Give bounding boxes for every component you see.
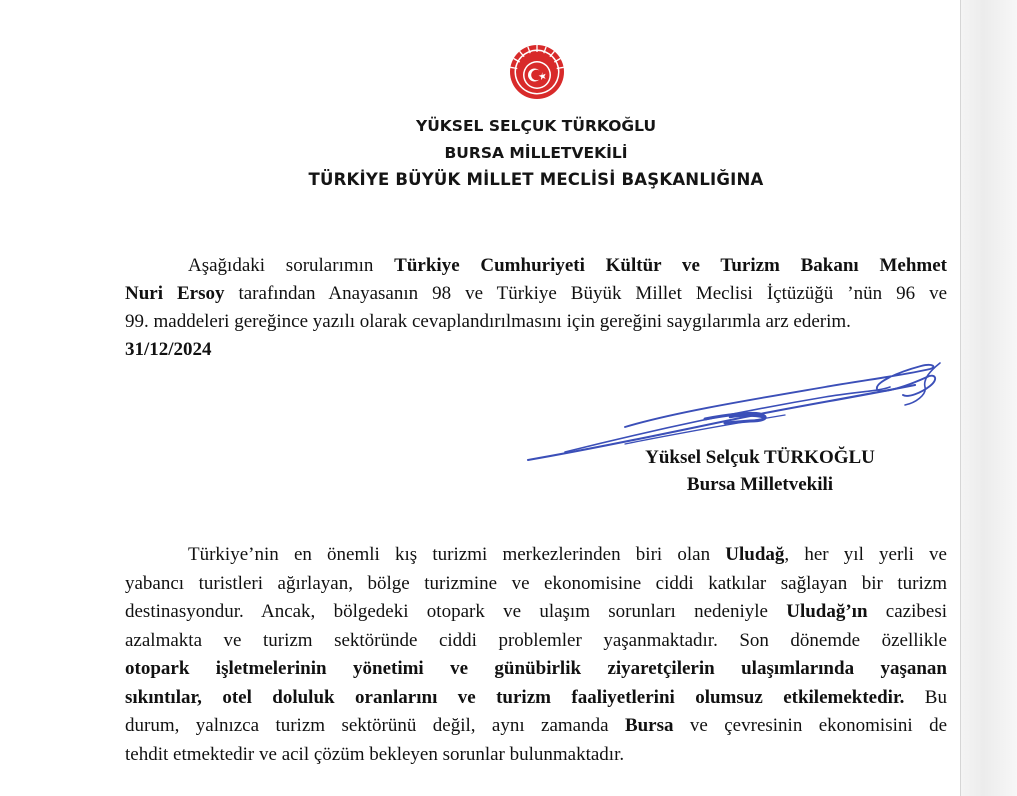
body-line: destinasyondur. Ancak, bölgedeki otopark ve ulaşım sorunları nedeniyle Uludağ’ın cazibesi xyxy=(125,601,947,622)
signer-title: Bursa Milletvekili xyxy=(686,474,834,495)
body-line: durum, yalnızca turizm sektörünü değil, aynı zamanda Bursa ve çevresinin ekonomisini de xyxy=(125,715,947,736)
tbmm-emblem-icon xyxy=(509,44,565,100)
body-line: Türkiye’nin en önemli kış turizmi merkezlerinden biri olan Uludağ, her yıl yerli ve xyxy=(188,544,947,565)
request-line: Nuri Ersoy tarafından Anayasanın 98 ve Türkiye Büyük Millet Meclisi İçtüzüğü ’nün 96 ve xyxy=(125,283,947,304)
request-line: 99. maddeleri gereğince yazılı olarak cevaplandırılmasını için gereğini saygılarımla arz ederim. xyxy=(125,311,851,332)
body-paragraph xyxy=(125,541,947,769)
request-line: Aşağıdaki sorularımın Türkiye Cumhuriyeti Kültür ve Turizm Bakanı Mehmet xyxy=(188,255,947,276)
recipient-header: TÜRKİYE BÜYÜK MİLLET MECLİSİ BAŞKANLIĞINA xyxy=(308,170,764,189)
sender-name-header: YÜKSEL SELÇUK TÜRKOĞLU xyxy=(415,117,657,135)
body-line: sıkıntılar, otel doluluk oranlarını ve turizm faaliyetlerini olumsuz etkilemektedir. Bu xyxy=(125,686,947,708)
body-line: yabancı turistleri ağırlayan, bölge turizmine ve ekonomisine ciddi katkılar sağlayan bir turizm xyxy=(125,572,947,594)
request-date: 31/12/2024 xyxy=(125,339,212,360)
sender-role-header: BURSA MİLLETVEKİLİ xyxy=(444,144,628,162)
request-paragraph xyxy=(125,252,947,364)
body-line: tehdit etmektedir ve acil çözüm bekleyen sorunlar bulunmaktadır. xyxy=(125,743,625,765)
signer-name: Yüksel Selçuk TÜRKOĞLU xyxy=(645,447,875,468)
body-line: azalmakta ve turizm sektöründe ciddi problemler yaşanmaktadır. Son dönemde özellikle xyxy=(125,629,947,651)
body-line: otopark işletmelerinin yönetimi ve günübirlik ziyaretçilerin ulaşımlarında yaşanan xyxy=(125,658,947,679)
